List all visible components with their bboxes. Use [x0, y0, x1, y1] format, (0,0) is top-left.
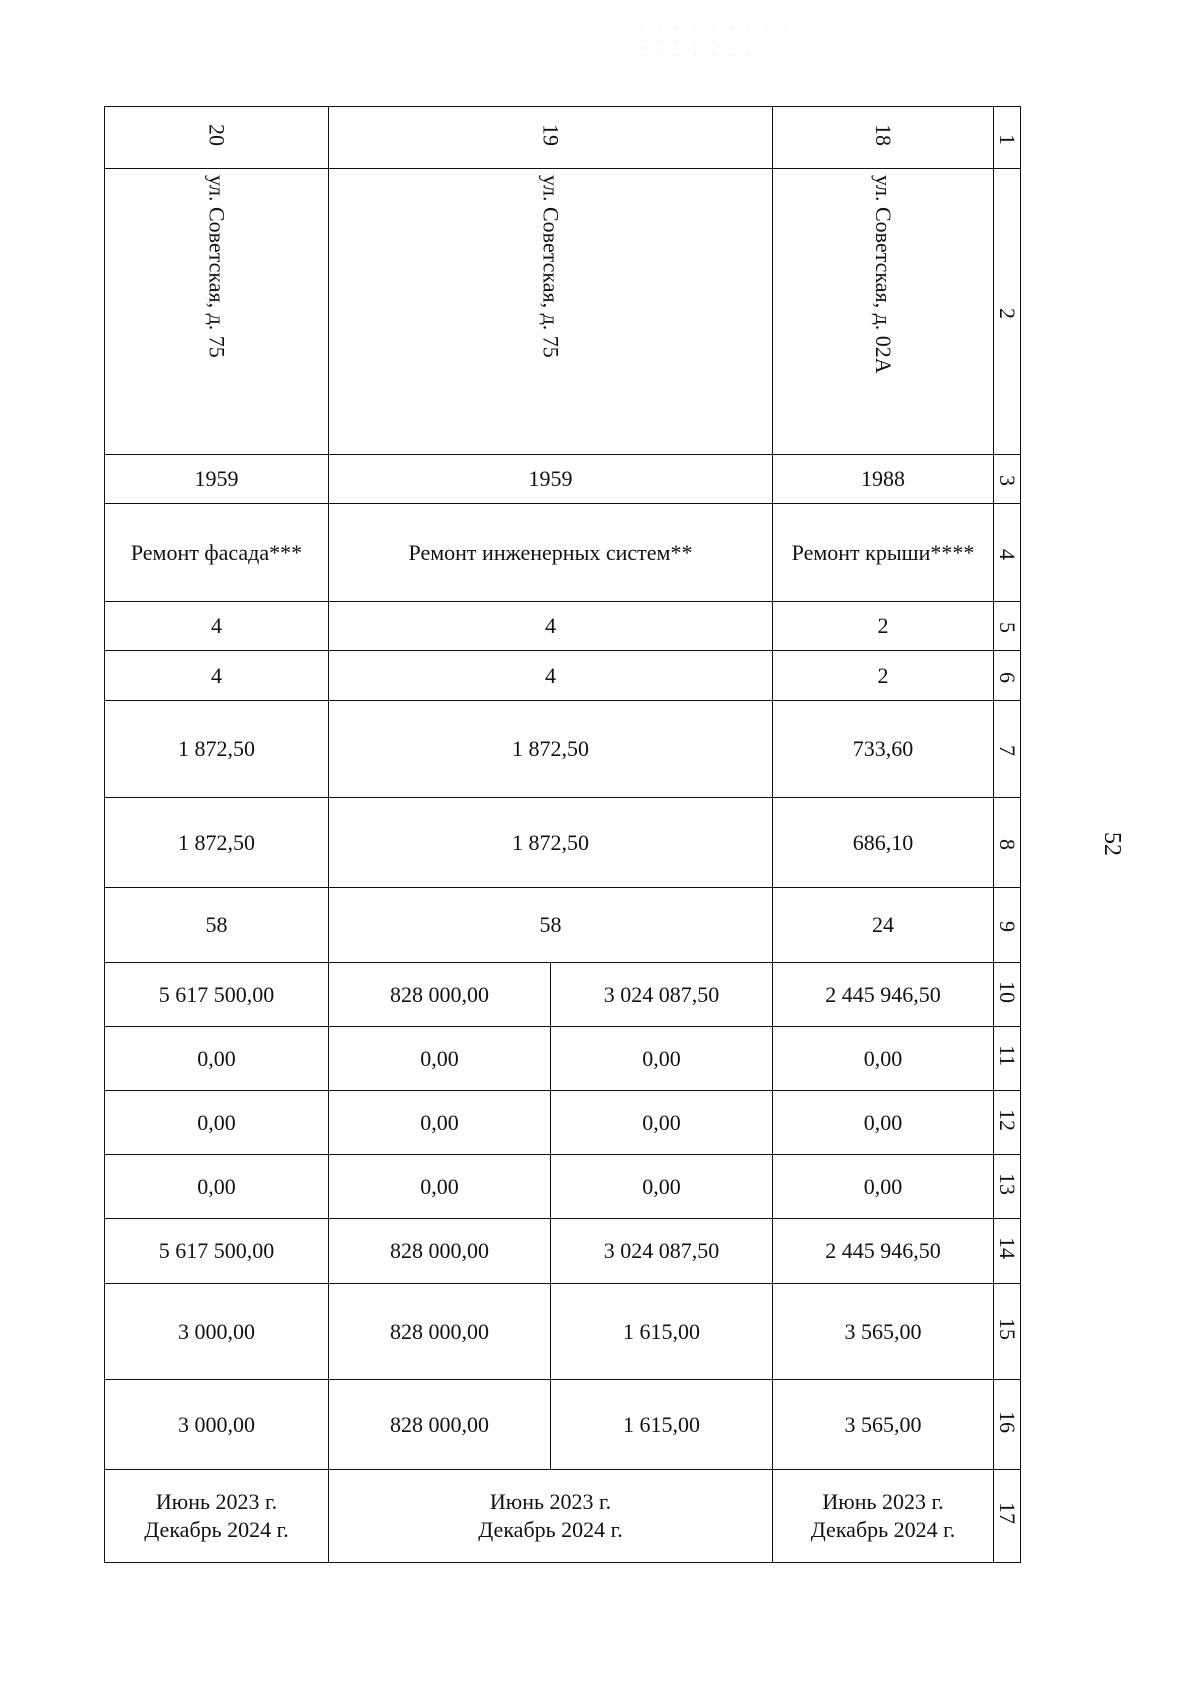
period-cell — [329, 1470, 773, 1563]
value-cell: 4 — [105, 651, 329, 701]
row-number: 11 — [995, 1044, 1020, 1067]
period-cell — [105, 1470, 329, 1563]
value-cell: 1 872,50 — [329, 798, 773, 888]
value-cell: 0,00 — [329, 1155, 551, 1219]
row-number-cell — [994, 1284, 1021, 1380]
row-number: 10 — [995, 980, 1020, 1003]
value-cell: 3 000,00 — [105, 1380, 329, 1470]
table-row — [105, 1091, 1021, 1155]
period-start: Июнь 2023 г. — [489, 1489, 612, 1514]
repair-program-table — [104, 106, 1021, 1563]
value-cell: 2 — [773, 651, 994, 701]
row-number-cell — [994, 963, 1021, 1027]
table-row — [105, 1219, 1021, 1284]
table-row — [105, 1380, 1021, 1470]
row-number: 6 — [995, 671, 1020, 683]
row-number: 4 — [995, 548, 1020, 560]
value-cell: 1 615,00 — [551, 1284, 773, 1380]
value-cell: 4 — [329, 602, 773, 651]
row-number-cell — [994, 169, 1021, 455]
row-number-cell — [994, 1155, 1021, 1219]
value-cell: 0,00 — [329, 1091, 551, 1155]
value-cell: 0,00 — [773, 1155, 994, 1219]
entry-number: 19 — [538, 123, 564, 146]
row-number: 8 — [995, 838, 1020, 850]
period-end: Декабрь 2024 г. — [144, 1517, 289, 1542]
table-row — [105, 963, 1021, 1027]
value-cell: 58 — [105, 888, 329, 963]
row-number-cell — [994, 888, 1021, 963]
row-number-cell — [994, 1380, 1021, 1470]
period-end: Декабрь 2024 г. — [810, 1517, 956, 1542]
table-row — [105, 1155, 1021, 1219]
scan-artifact: · · · · · · · · · · · · · · · · · · · · · — [640, 23, 792, 62]
value-cell: 24 — [773, 888, 994, 963]
address-cell — [773, 169, 994, 455]
row-number: 3 — [995, 475, 1020, 486]
row-number-cell — [994, 1027, 1021, 1091]
value-cell: 0,00 — [773, 1091, 994, 1155]
table-row — [105, 1284, 1021, 1380]
work-type-cell: Ремонт инженерных систем** — [329, 504, 773, 602]
row-number-cell — [994, 107, 1021, 169]
value-cell: 828 000,00 — [329, 963, 551, 1027]
value-cell: 1 615,00 — [551, 1380, 773, 1470]
table-row — [105, 504, 1021, 602]
entry-number-cell — [329, 107, 773, 169]
row-number: 13 — [995, 1172, 1020, 1195]
value-cell: 0,00 — [551, 1027, 773, 1091]
period-start: Июнь 2023 г. — [155, 1489, 278, 1514]
table-row — [105, 888, 1021, 963]
value-cell: 0,00 — [551, 1091, 773, 1155]
row-number: 2 — [995, 307, 1020, 319]
value-cell: 1 872,50 — [329, 701, 773, 798]
value-cell: 4 — [105, 602, 329, 651]
row-number-cell — [994, 1091, 1021, 1155]
address: ул. Советская, д. 75 — [204, 175, 230, 358]
year-cell: 1959 — [105, 455, 329, 504]
row-number: 1 — [995, 133, 1020, 145]
value-cell: 3 000,00 — [105, 1284, 329, 1380]
entry-number-cell — [105, 107, 329, 169]
value-cell: 686,10 — [773, 798, 994, 888]
value-cell: 828 000,00 — [329, 1284, 551, 1380]
value-cell: 0,00 — [105, 1027, 329, 1091]
address-cell — [105, 169, 329, 455]
row-number-cell — [994, 1470, 1021, 1563]
table-row — [105, 602, 1021, 651]
table-row — [105, 107, 1021, 169]
value-cell: 0,00 — [105, 1091, 329, 1155]
row-number-cell — [994, 798, 1021, 888]
table-row — [105, 169, 1021, 455]
period-start: Июнь 2023 г. — [822, 1489, 944, 1514]
work-type-cell: Ремонт фасада*** — [105, 504, 329, 602]
row-number: 17 — [995, 1502, 1020, 1524]
value-cell: 0,00 — [105, 1155, 329, 1219]
value-cell: 2 445 946,50 — [773, 1219, 994, 1284]
value-cell: 828 000,00 — [329, 1380, 551, 1470]
value-cell: 4 — [329, 651, 773, 701]
table-row — [105, 651, 1021, 701]
value-cell: 828 000,00 — [329, 1219, 551, 1284]
period-cell — [773, 1470, 994, 1563]
address-cell — [329, 169, 773, 455]
table-row — [105, 455, 1021, 504]
row-number: 14 — [995, 1237, 1020, 1259]
value-cell: 2 — [773, 602, 994, 651]
value-cell: 3 565,00 — [773, 1380, 994, 1470]
entry-number: 20 — [204, 123, 230, 146]
value-cell: 1 872,50 — [105, 701, 329, 798]
value-cell: 5 617 500,00 — [105, 963, 329, 1027]
page-number: 52 — [1099, 832, 1125, 856]
row-number: 12 — [995, 1108, 1020, 1131]
row-number: 16 — [995, 1410, 1020, 1433]
row-number-cell — [994, 651, 1021, 701]
period-end: Декабрь 2024 г. — [478, 1517, 623, 1542]
value-cell: 733,60 — [773, 701, 994, 798]
work-type-cell: Ремонт крыши**** — [773, 504, 994, 602]
value-cell: 58 — [329, 888, 773, 963]
row-number: 9 — [995, 921, 1020, 932]
entry-number: 18 — [871, 123, 896, 146]
table-row — [105, 701, 1021, 798]
row-number: 5 — [995, 622, 1020, 633]
year-cell: 1988 — [773, 455, 994, 504]
row-number-cell — [994, 1219, 1021, 1284]
address: ул. Советская, д. 75 — [538, 175, 564, 358]
value-cell: 3 024 087,50 — [551, 963, 773, 1027]
row-number-cell — [994, 602, 1021, 651]
table-row — [105, 798, 1021, 888]
row-number-cell — [994, 701, 1021, 798]
row-number: 7 — [995, 745, 1020, 756]
year-cell: 1959 — [329, 455, 773, 504]
value-cell: 0,00 — [329, 1027, 551, 1091]
value-cell: 1 872,50 — [105, 798, 329, 888]
value-cell: 5 617 500,00 — [105, 1219, 329, 1284]
row-number-cell — [994, 504, 1021, 602]
row-number: 15 — [995, 1317, 1020, 1340]
value-cell: 3 565,00 — [773, 1284, 994, 1380]
row-number-cell — [994, 455, 1021, 504]
value-cell: 0,00 — [551, 1155, 773, 1219]
table-row — [105, 1027, 1021, 1091]
value-cell: 3 024 087,50 — [551, 1219, 773, 1284]
value-cell: 0,00 — [773, 1027, 994, 1091]
address: ул. Советская, д. 02А — [871, 175, 896, 374]
entry-number-cell — [773, 107, 994, 169]
table-row — [105, 1470, 1021, 1563]
value-cell: 2 445 946,50 — [773, 963, 994, 1027]
